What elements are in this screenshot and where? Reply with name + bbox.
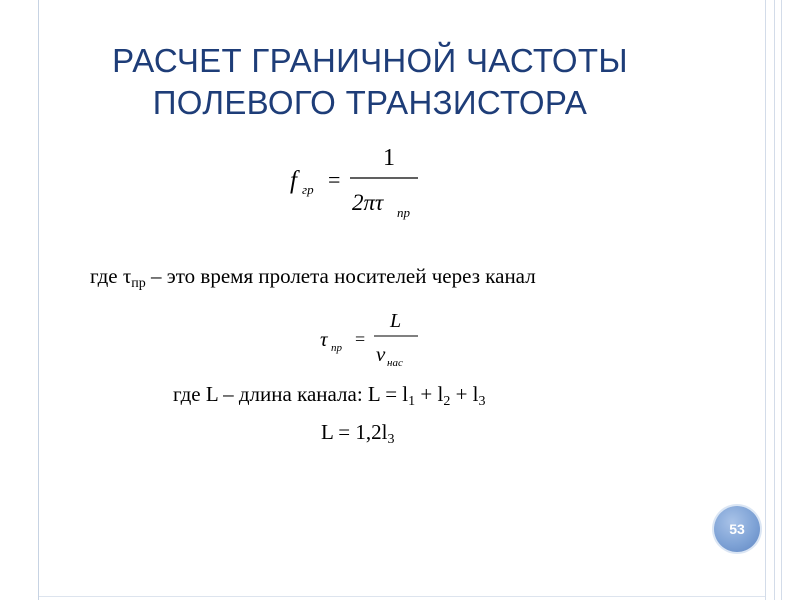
formula1-numerator: 1 (383, 145, 395, 171)
explanation2-mid2: + l (450, 382, 479, 406)
explanation2-sub2: 2 (443, 394, 451, 409)
formula2-numerator: L (390, 310, 402, 332)
formula1-equals: = (328, 167, 341, 192)
explanation1-sub: пр (131, 276, 146, 291)
explanation3-prefix: L = 1,2l (321, 420, 388, 444)
slide-title (40, 40, 700, 124)
formula1-lhs: f (290, 167, 297, 194)
formula1-lhs-sub: гр (302, 182, 314, 197)
explanation2-mid1: + l (415, 382, 444, 406)
explanation3-sub: 3 (387, 432, 395, 447)
slide-title-line-2: ПОЛЕВОГО ТРАНЗИСТОРА (152, 84, 588, 121)
formula2-denominator: v (376, 342, 386, 366)
slide-number-badge: 53 (714, 506, 760, 552)
cutoff-frequency-formula (286, 140, 436, 229)
frame-bottom-line (39, 596, 765, 597)
formula2-equals: = (355, 329, 366, 349)
explanation1-suffix: – это время пролета носителей через канал (145, 264, 536, 288)
frame-right-line (774, 0, 775, 600)
explanation1-prefix: где τ (90, 264, 132, 288)
formula2-denominator-sub: нас (387, 357, 403, 369)
explanation-length-value (321, 420, 394, 445)
frame-right-line (765, 0, 766, 600)
explanation-transit-time (90, 264, 536, 289)
cutoff-frequency-formula-svg (286, 140, 436, 224)
transit-time-formula-svg (318, 306, 428, 376)
explanation2-prefix: где L – длина канала: L = l (173, 382, 409, 406)
transit-time-formula (318, 306, 428, 381)
slide-title-line-1: РАСЧЕТ ГРАНИЧНОЙ ЧАСТОТЫ (112, 42, 628, 79)
explanation2-sub3: 3 (478, 394, 486, 409)
explanation-channel-length (173, 382, 486, 407)
explanation2-sub1: 1 (408, 394, 416, 409)
formula1-denominator-sub: пр (397, 205, 410, 220)
frame-left-line (38, 0, 39, 600)
formula2-lhs-sub: пр (331, 342, 342, 354)
formula1-denominator: 2πτ (352, 190, 384, 215)
formula2-lhs: τ (320, 327, 328, 351)
frame-right-line (781, 0, 782, 600)
